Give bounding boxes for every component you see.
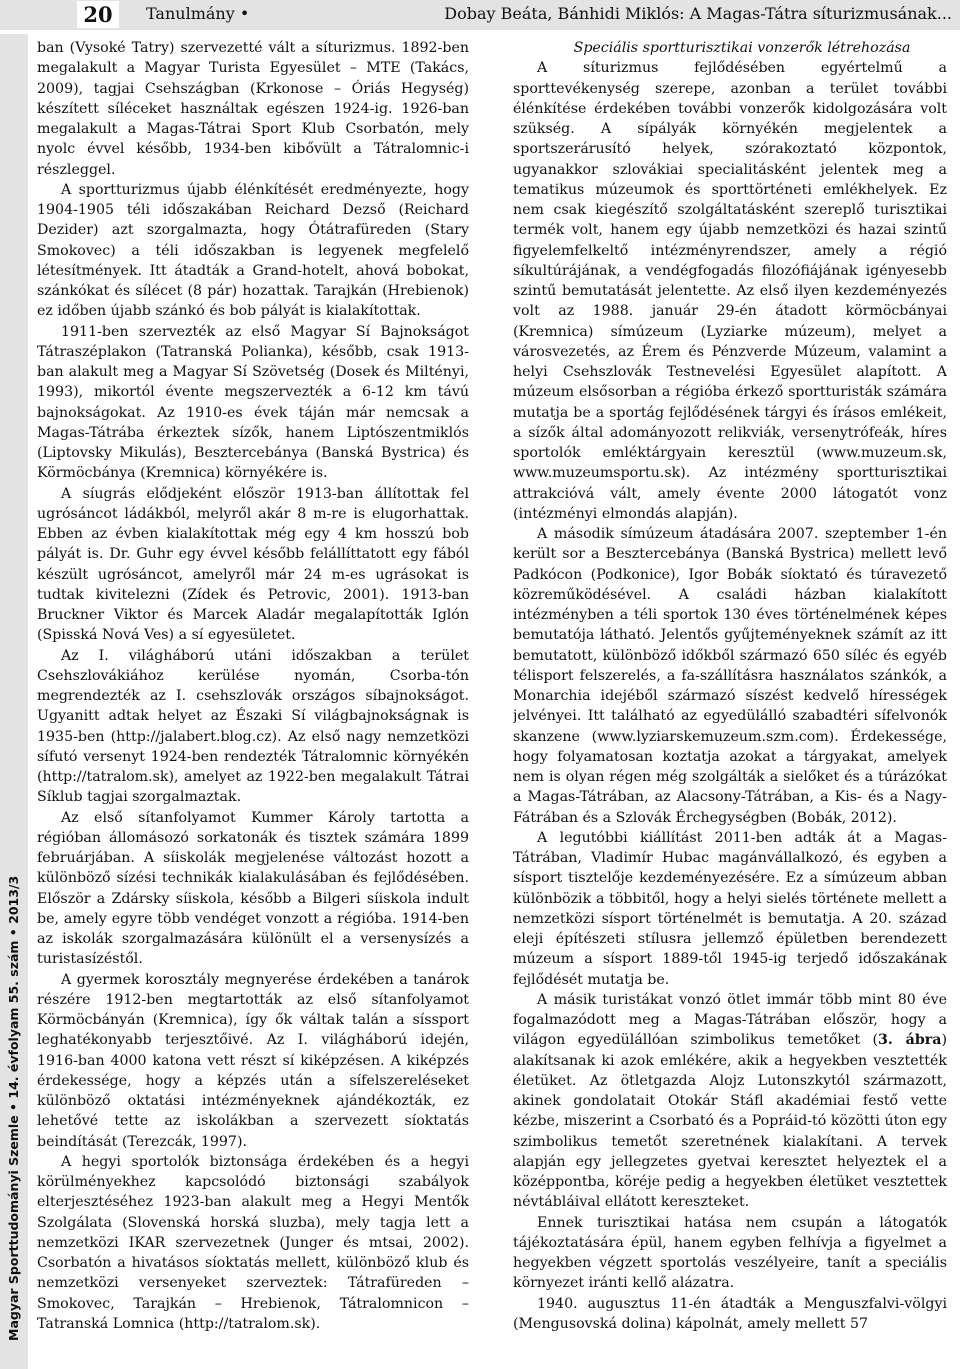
paragraph: A gyermek korosztály megnyerése érdekében a tanárok részére 1912-ben megtartották az első sítanfolyamot Körmöcbányán (Kremnica), így ők váltak talán a síssport leghatékonyabb terjesztőivé. Az I. világháború idején, 1916-ban 4000 katona vett részt sí kiképzésen. A kiképzés érdekessége, hogy a képzés után a sífelszereléseket különböző oktatási intézményeknek ajándékozták, ez lehetővé tette az iskolákban a szervezett síoktatás beindítását (Terezcák, 1997).: [37, 971, 469, 1150]
running-title: Dobay Beáta, Bánhidi Miklós: A Magas-Tátra síturizmusának...: [444, 4, 952, 23]
paragraph: Az I. világháború utáni időszakban a terület Csehszlovákiához kerülése nyomán, Csorba-tón megrendezték az I. csehszlovák országos síbajnokságot. Ugyanitt adtak helyet az Északi Sí világbajnokságnak is 1935-ben (http://jalabert.blog.cz). Az első nagy nemzetközi sífutó versenyt 1924-ben rendezték Tátralomnic környékén (http://tatralom.sk), amelyet az 1922-ben megalakult Tátrai Síklub tagjai szorgalmaztak.: [37, 647, 469, 806]
left-column: [37, 38, 469, 1366]
paragraph-text: ) alakítsanak ki azok emlékére, akik a hegyekben vesztették életüket. Az ötletgazda Alojz Lutonszkytól származott, akinek gondolatait Otokár Stáfl akadémiai festő vette kézbe, miszerint a Csorbató és a Popráid-tó közötti úton egy szimbolikus temetőt szeretnének kialakítani. A tervek alapján egy jellegzetes gyetvai keresztet helyeztek el a középpontba, köréje pedig a hegyekben életüket vesztettek névtábláival ellátott kereszteket.: [513, 1032, 947, 1211]
paragraph: 1911-ben szervezték az első Magyar Sí Bajnokságot Tátraszéplakon (Tatranská Polianka), később, csak 1913-ban alakult meg a Magyar Sí Szövetség (Dosek és Miltényi, 1993), mikortól évente megszervezték a 6-12 km távú bajnokságokat. Az 1910-es évek táján már nemcsak a Magas-Tátrába érkeztek sízők, hanem Liptószentmiklós (Liptovsky Mikulás), Besztercebánya (Banská Bystrica) és Körmöcbánya (Kremnica) környékére is.: [37, 323, 469, 482]
section-label: Tanulmány •: [146, 4, 250, 23]
figure-reference: 3. ábra: [878, 1032, 942, 1049]
journal-spine: [0, 34, 28, 1369]
paragraph: Az első sítanfolyamot Kummer Károly tartotta a régióban állomásozó sorkatonák és tisztek számára 1899 februárjában. A síiskolák megjelenése változást hozott a különböző sízési technikák kialakulásában és fejlődésében. Először a Zdársky síiskola, később a Bilgeri síiskola indult be, amely egyre több vendéget vonzott a régióba. 1914-ben az iskolák szorgalmazására különült el a versenysízés a turistasízéstől.: [37, 809, 469, 968]
paragraph: A legutóbbi kiállítást 2011-ben adták át a Magas-Tátrában, Vladimír Hubac magánvállalkozó, és egyben a sísport tisztelője kezdeményezésére. Ez a símúzeum abban különbözik a többitől, hogy a helyi sielés története mellett a nemzetközi sísport történelmét is bemutatja. A 20. század eleji építészeti stílusra jellemző épületben berendezett múzeum a sísport 1889-től 1945-ig terjedő időszakának fejlődését mutatja be.: [513, 829, 947, 988]
section-subheading: Speciális sportturisztikai vonzerők létrehozása: [573, 40, 911, 56]
paragraph: ban (Vysoké Tatry) szervezetté vált a síturizmus. 1892-ben megalakult a Magyar Turista Egyesület – MTE (Takács, 2009), tagjai Csehszágban (Krkonose – Óriás Hegység) készített síléceket használtak egészen 1924-ig. 1926-ban megalakult a Magas-Tátrai Sport Klub Csorbatón, mely nyolc évvel később, 1934-ben kibővült a Tátralomnic-i részleggel.: [37, 40, 469, 178]
paragraph: A második símúzeum átadására 2007. szeptember 1-én került sor a Besztercebánya (Banská Bystrica) mellett levő Padkócon (Podkonice), Igor Bobák síoktató és túravezető közreműködésével. A családi házban kialakított intézményben a téli sportok 130 éves történelmének képes bemutatója látható. Jelentős gyűjteményeknek számít az itt bemutatott, különböző időkből származó 650 síléc és egyéb télisport felszerelés, a fa-szállításra használatos szánkók, a Monarchia idejéből származó síszést kedvelő hírességek jelvényei. Itt található az egyedülálló szabadtéri sífelvonók skanzene (www.lyziarskemuzeum.szm.com). Érdekessége, hogy folyamatosan koztatja azokat a tárgyakat, amelyek nem is olyan régen még szolgálták a sielőket és a túrázókat a Magas-Tátrában, az Alacsony-Tátrában, a Kis- és a Nagy-Fátrában és a Szlovák Érchegységben (Bobák, 2012).: [513, 526, 947, 826]
paragraph: 1940. augusztus 11-én átadták a Menguszfalvi-völgyi (Mengusovská dolina) kápolnát, amely mellett 57: [513, 1295, 947, 1332]
journal-spine-label: Magyar Sporttudományi Szemle • 14. évfolyam 55. szám • 2013/3: [6, 875, 21, 1341]
page-header: [0, 0, 960, 30]
paragraph: [513, 990, 947, 1213]
paragraph: A síugrás elődjeként először 1913-ban állítottak fel ugrósáncot ládákból, melyről akár 8 m-re is elugorhattak. Ebben az évben kialakítottak még egy 4 km hosszú bob pályát is. Dr. Guhr egy évvel később felállíttatott egy fából készült ugrósáncot, amelyről már 24 m-es ugrásokat is tudtak kivitelezni (Zídek és Petrovic, 2001). 1913-ban Bruckner Viktor és Marcek Aladár megalapították Iglón (Spisská Nová Ves) a sí egyesületet.: [37, 485, 469, 644]
paragraph: Ennek turisztikai hatása nem csupán a látogatók tájékoztatására épül, hanem egyben felhívja a figyelmet a hegyekben végzett sportolás veszélyeire, tanít a speciális környezet iránti kellő alázatra.: [513, 1214, 947, 1292]
right-column: [513, 38, 947, 1366]
paragraph: A síturizmus fejlődésében egyértelmű a sporttevékenység szerepe, azonban a terület további élénkítése érdekében további vonzerők kidolgozására volt szükség. A sípályák környékén megjelentek a sportszerárusító helyek, szórakoztató központok, ugyanakkor szlovákiai specialitásként jelentek meg a tematikus múzeumok és sporttörténeti emlékhelyek. Ez nem csak kiegészítő szolgáltatásként szereplő turisztikai termék volt, hanem egy újabb nemzetközi és hazai szintű figyelemfelkeltő intézményrendszer, amely a régió síkultúrájának, a vendégfogadás filozófiájának igényesebb szintű bemutatását jelentette. Az első ilyen kezdeményezés volt az 1988. január 29-én átadott körmöcbányai (Kremnica) símúzeum (Lyziarke múzeum), melyet a városvezetés, az Érem és Pénzverde Múzeum, valamint a helyi Csehszlovák Testnevelési Egyesület alapított. A múzeum elsősorban a régióba érkező sportturisták számára mutatja be a sportág fejlődésének tárgyi és írásos emlékeit, a sízők által adományozott relikviák, versenytrófeák, híres sportolók emléktárgyain keresztül (www.muzeum.sk, www.muzeumsportu.sk). Az intézmény sportturisztikai attrakcióvá vált, amely évente 2000 látogatót vonz (intézményi elmondás alapján).: [513, 60, 947, 522]
paragraph: A sportturizmus újabb élénkítését eredményezte, hogy 1904-1905 téli időszakában Reichard Dezső (Reichard Dezider) azt szorgalmazta, hogy Ótátrafüreden (Stary Smokovec) a téli időszakban is legyenek megfelelő létesítmények. Itt átadták a Grand-hotelt, ahová bobokat, szánkókat és sílécet (8 pár) hozattak. Tarajkán (Hrebienok) ez időben újabb szánkó és bob pályát is kialakítottak.: [37, 181, 469, 320]
paragraph: A hegyi sportolók biztonsága érdekében és a hegyi körülményekhez kapcsolódó biztonsági szabályok elterjesztéséhez 1923-ban alakult meg a Hegyi Mentők Szolgálata (Slovenská horská sluzba), mely tagja lett a nemzetközi IKAR szervezetnek (Junger és mtsai, 2002). Csorbatón a hivatásos síoktatás mellett, különböző klub és nemzetközi versenyeket szerveztek: Tátrafüreden – Smokovec, Tarajkán – Hrebienok, Tátralomnicon – Tatranská Lomnica (http://tatralom.sk).: [37, 1153, 469, 1332]
page-number: 20: [77, 1, 119, 28]
paragraph-text: A másik turistákat vonzó ötlet immár több mint 80 éve fogalmazódott meg a Magas-Tátrában először, hogy a világon egyedülállóan szimbolikus temetőket (: [513, 991, 947, 1049]
